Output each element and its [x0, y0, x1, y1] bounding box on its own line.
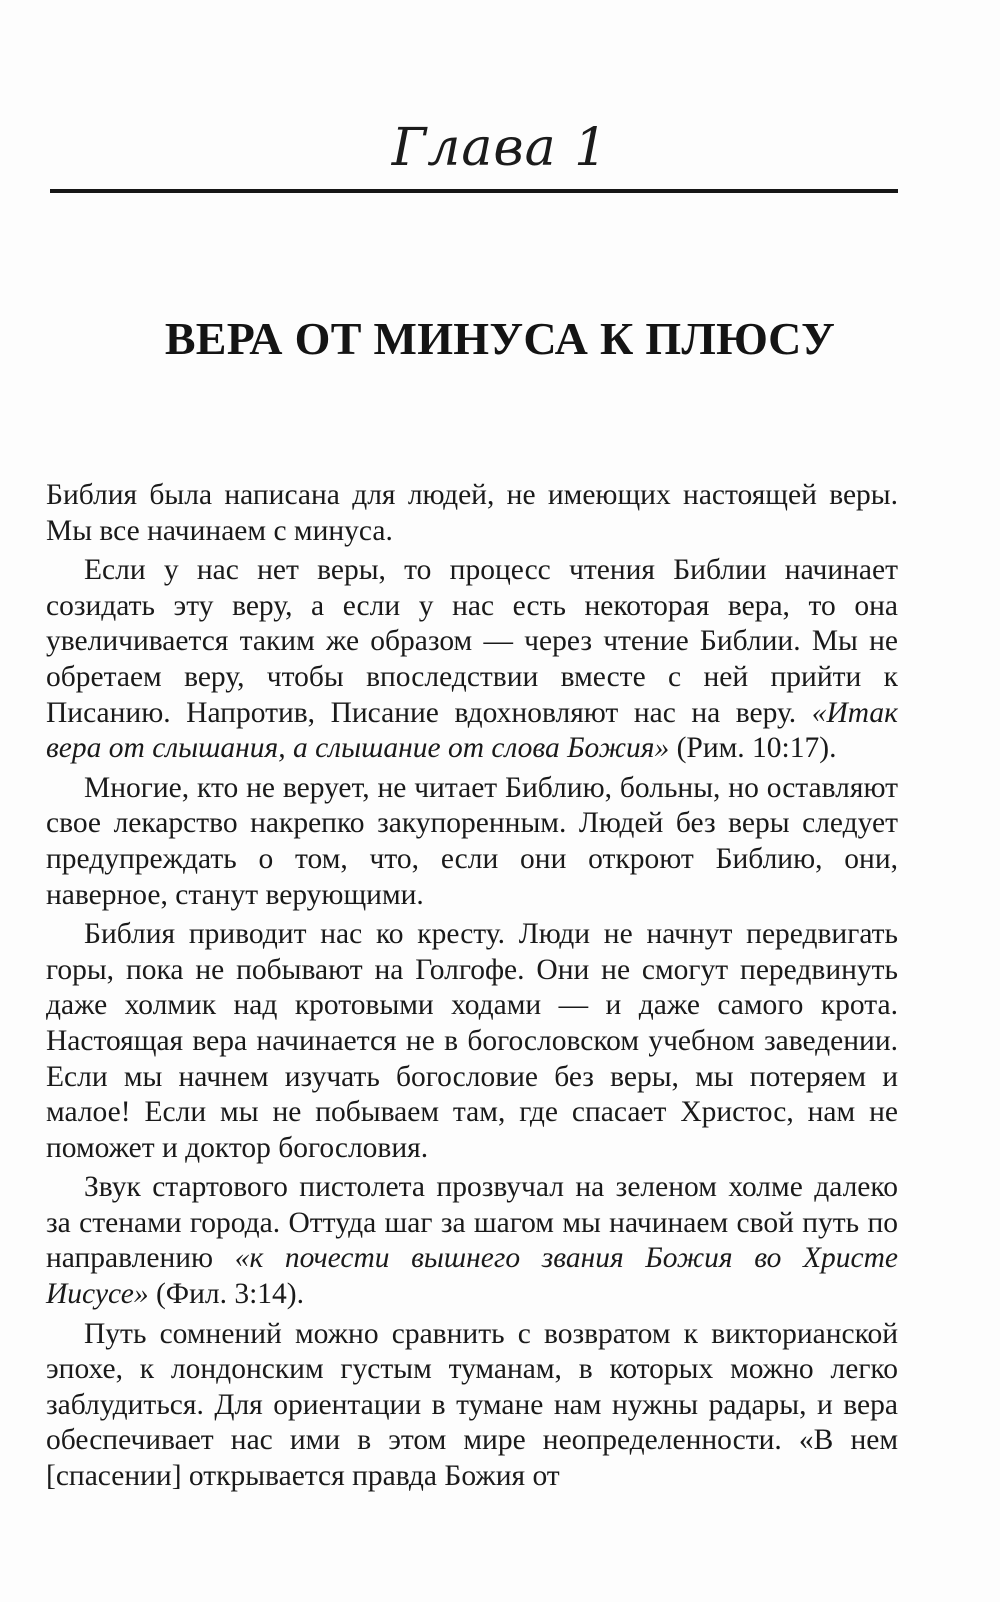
chapter-divider: [50, 189, 898, 193]
paragraph-5-text: Звук стартового пистолета прозвучал на зеленом холме далеко за стенами города. Оттуда шаг за шагом мы начинаем свой путь по направлению: [46, 1171, 898, 1275]
paragraph-3: Многие, кто не верует, не читает Библию, больны, но оставляют свое лекарство накрепко закупоренным. Людей без веры следует предупреждать о том, что, если они откроют Библию, они, наверное, станут верующими.: [46, 771, 898, 911]
paragraph-2: [46, 553, 898, 767]
chapter-label: Глава 1: [391, 118, 609, 178]
scripture-reference-philippians: (Фил. 3:14).: [148, 1278, 305, 1311]
paragraph-5: [46, 1170, 898, 1312]
chapter-title: ВЕРА ОТ МИНУСА К ПЛЮСУ: [164, 313, 836, 364]
paragraph-6: Путь сомнений можно сравнить с возвратом к викторианской эпохе, к лондонским густым туманам, в которых можно легко заблудиться. Для ориентации в тумане нам нужны радары, и вера обеспечивает нас ими в этом мире неопределенности. «В нем [спасении] открывается правда Божия от: [46, 1317, 898, 1493]
paragraph-4: Библия приводит нас ко кресту. Люди не начнут передвигать горы, пока не побывают на Голгофе. Они не смогут передвинуть даже холмик над кротовыми ходами — и даже самого крота. Настоящая вера начинается не в богословском учебном заведении. Если мы начнем изучать богословие без веры, мы потеряем и малое! Если мы не побываем там, где спасает Христос, нам не поможет и доктор богословия.: [46, 918, 898, 1164]
scripture-quote-philippians: «к почести вышнего звания Божия во Христе Иисусе»: [46, 1242, 899, 1311]
scripture-quote-romans: «Итак вера от слышания, а слышание от слова Божия»: [46, 696, 898, 765]
body-text: [46, 478, 898, 1499]
paragraph-2-text: Если у нас нет веры, то процесс чтения Библии начинает созидать эту веру, а если у нас есть некоторая вера, то она увеличивается таким же образом — через чтение Библии. Мы не обретаем веру, чтобы впоследствии вместе с ней прийти к Писанию. Напротив, Писание вдохновляют нас на веру.: [46, 554, 898, 729]
scripture-reference-romans: (Рим. 10:17).: [669, 732, 837, 765]
paragraph-1: Библия была написана для людей, не имеющих настоящей веры. Мы все начинаем с минуса.: [46, 479, 898, 547]
